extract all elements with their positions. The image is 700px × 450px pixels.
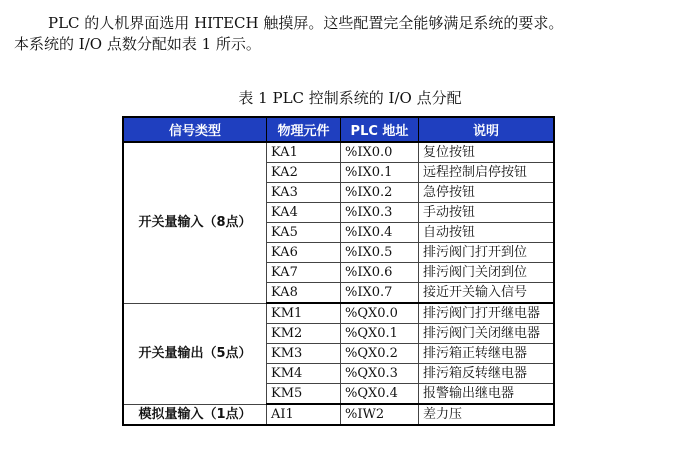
description-cell: 排污箱正转继电器 bbox=[419, 344, 555, 364]
table-row bbox=[123, 303, 554, 324]
address-cell: %QX0.4 bbox=[341, 384, 419, 405]
element-cell: KA2 bbox=[267, 163, 341, 183]
element-cell: KA1 bbox=[267, 142, 341, 163]
element-cell: KM3 bbox=[267, 344, 341, 364]
element-cell: KA8 bbox=[267, 283, 341, 304]
paragraph-line-1: PLC 的人机界面选用 HITECH 触摸屏。这些配置完全能够满足系统的要求。 bbox=[48, 14, 564, 32]
address-cell: %IW2 bbox=[341, 404, 419, 425]
description-cell: 自动按钮 bbox=[419, 223, 555, 243]
element-cell: KA4 bbox=[267, 203, 341, 223]
table-body bbox=[123, 142, 554, 425]
element-cell: AI1 bbox=[267, 404, 341, 425]
body-paragraph bbox=[14, 13, 684, 55]
address-cell: %IX0.1 bbox=[341, 163, 419, 183]
signal-type-cell: 开关量输入（8点） bbox=[123, 142, 267, 303]
header-plc-address: PLC 地址 bbox=[341, 117, 419, 142]
description-cell: 差力压 bbox=[419, 404, 555, 425]
header-signal-type: 信号类型 bbox=[123, 117, 267, 142]
address-cell: %IX0.4 bbox=[341, 223, 419, 243]
element-cell: KM1 bbox=[267, 303, 341, 324]
address-cell: %IX0.3 bbox=[341, 203, 419, 223]
address-cell: %IX0.7 bbox=[341, 283, 419, 304]
element-cell: KA5 bbox=[267, 223, 341, 243]
description-cell: 排污阀门打开到位 bbox=[419, 243, 555, 263]
address-cell: %QX0.3 bbox=[341, 364, 419, 384]
element-cell: KA7 bbox=[267, 263, 341, 283]
header-description: 说明 bbox=[419, 117, 555, 142]
address-cell: %IX0.5 bbox=[341, 243, 419, 263]
table-row bbox=[123, 142, 554, 163]
description-cell: 复位按钮 bbox=[419, 142, 555, 163]
paragraph-line-2: 本系统的 I/O 点数分配如表 1 所示。 bbox=[14, 35, 261, 53]
element-cell: KM2 bbox=[267, 324, 341, 344]
signal-type-cell: 开关量输出（5点） bbox=[123, 303, 267, 404]
description-cell: 手动按钮 bbox=[419, 203, 555, 223]
element-cell: KM5 bbox=[267, 384, 341, 405]
signal-type-cell: 模拟量输入（1点） bbox=[123, 404, 267, 425]
address-cell: %QX0.1 bbox=[341, 324, 419, 344]
description-cell: 排污阀门关闭继电器 bbox=[419, 324, 555, 344]
address-cell: %IX0.6 bbox=[341, 263, 419, 283]
address-cell: %IX0.2 bbox=[341, 183, 419, 203]
element-cell: KA6 bbox=[267, 243, 341, 263]
description-cell: 报警输出继电器 bbox=[419, 384, 555, 405]
address-cell: %IX0.0 bbox=[341, 142, 419, 163]
io-allocation-table bbox=[122, 116, 555, 426]
table-header-row bbox=[123, 117, 554, 142]
description-cell: 接近开关输入信号 bbox=[419, 283, 555, 304]
description-cell: 急停按钮 bbox=[419, 183, 555, 203]
table-row bbox=[123, 404, 554, 425]
description-cell: 排污箱反转继电器 bbox=[419, 364, 555, 384]
address-cell: %QX0.2 bbox=[341, 344, 419, 364]
description-cell: 排污阀门关闭到位 bbox=[419, 263, 555, 283]
description-cell: 排污阀门打开继电器 bbox=[419, 303, 555, 324]
element-cell: KM4 bbox=[267, 364, 341, 384]
table-caption: 表 1 PLC 控制系统的 I/O 点分配 bbox=[238, 89, 462, 107]
description-cell: 远程控制启停按钮 bbox=[419, 163, 555, 183]
address-cell: %QX0.0 bbox=[341, 303, 419, 324]
element-cell: KA3 bbox=[267, 183, 341, 203]
header-physical-element: 物理元件 bbox=[267, 117, 341, 142]
